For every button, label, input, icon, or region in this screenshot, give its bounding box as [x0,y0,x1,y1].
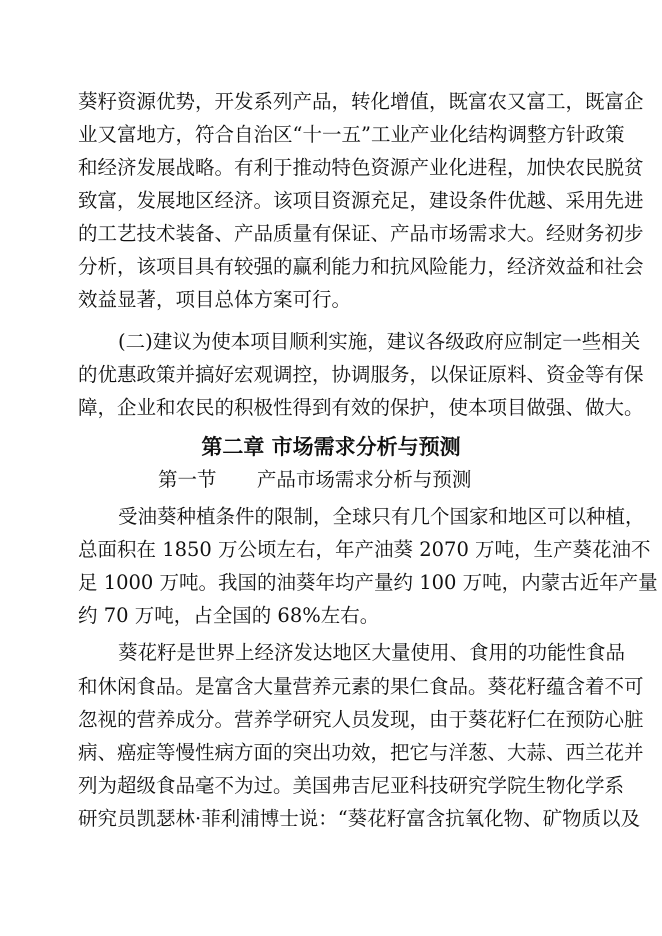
text-line: 列为超级食品毫不为过。美国弗吉尼亚科技研究学院生物化学系 [78,774,625,797]
text-line: 致富，发展地区经济。该项目资源充足，建设条件优越、采用先进 [78,189,644,212]
text-line: 总面积在 1850 万公顷左右，年产油葵 2070 万吨，生产葵花油不 [78,538,651,561]
section-heading [158,465,471,495]
text-line: 障，企业和农民的积极性得到有效的保护，使本项目做强、做大。 [78,396,644,419]
section-number: 第一节 [158,468,217,491]
section-title: 产品市场需求分析与预测 [256,468,472,491]
text-line: 葵花籽是世界上经济发达地区大量使用、食用的功能性食品 [118,641,626,664]
text-line: 的优惠政策并搞好宏观调控，协调服务，以保证原料、资金等有保 [78,363,644,386]
text-line: 分析，该项目具有较强的赢利能力和抗风险能力，经济效益和社会 [78,255,644,278]
text-line: 病、癌症等慢性病方面的突出功效，把它与洋葱、大蒜、西兰花并 [78,741,644,764]
text-line: 和经济发展战略。有利于推动特色资源产业化进程，加快农民脱贫 [78,156,644,179]
text-line: (二)建议为使本项目顺利实施，建议各级政府应制定一些相关 [118,330,641,353]
text-line: 受油葵种植条件的限制，全球只有几个国家和地区可以种植， [118,505,645,528]
text-line: 和休闲食品。是富含大量营养元素的果仁食品。葵花籽蕴含着不可 [78,675,644,698]
text-line: 的工艺技术装备、产品质量有保证、产品市场需求大。经财务初步 [78,222,644,245]
text-line: 葵籽资源优势，开发系列产品，转化增值，既富农又富工，既富企 [78,90,644,113]
chapter-title: 第二章 市场需求分析与预测 [201,434,461,459]
text-line: 效益显著，项目总体方案可行。 [78,288,352,311]
text-line: 业又富地方，符合自治区“十一五”工业产业化结构调整方针政策 [78,123,625,146]
text-line: 研究员凯瑟林·菲利浦博士说：“葵花籽富含抗氧化物、矿物质以及 [78,807,641,830]
text-line: 忽视的营养成分。营养学研究人员发现，由于葵花籽仁在预防心脏 [78,708,644,731]
text-line: 足 1000 万吨。我国的油葵年均产量约 100 万吨，内蒙古近年产量 [78,571,658,594]
text-line: 约 70 万吨，占全国的 68%左右。 [78,604,380,627]
